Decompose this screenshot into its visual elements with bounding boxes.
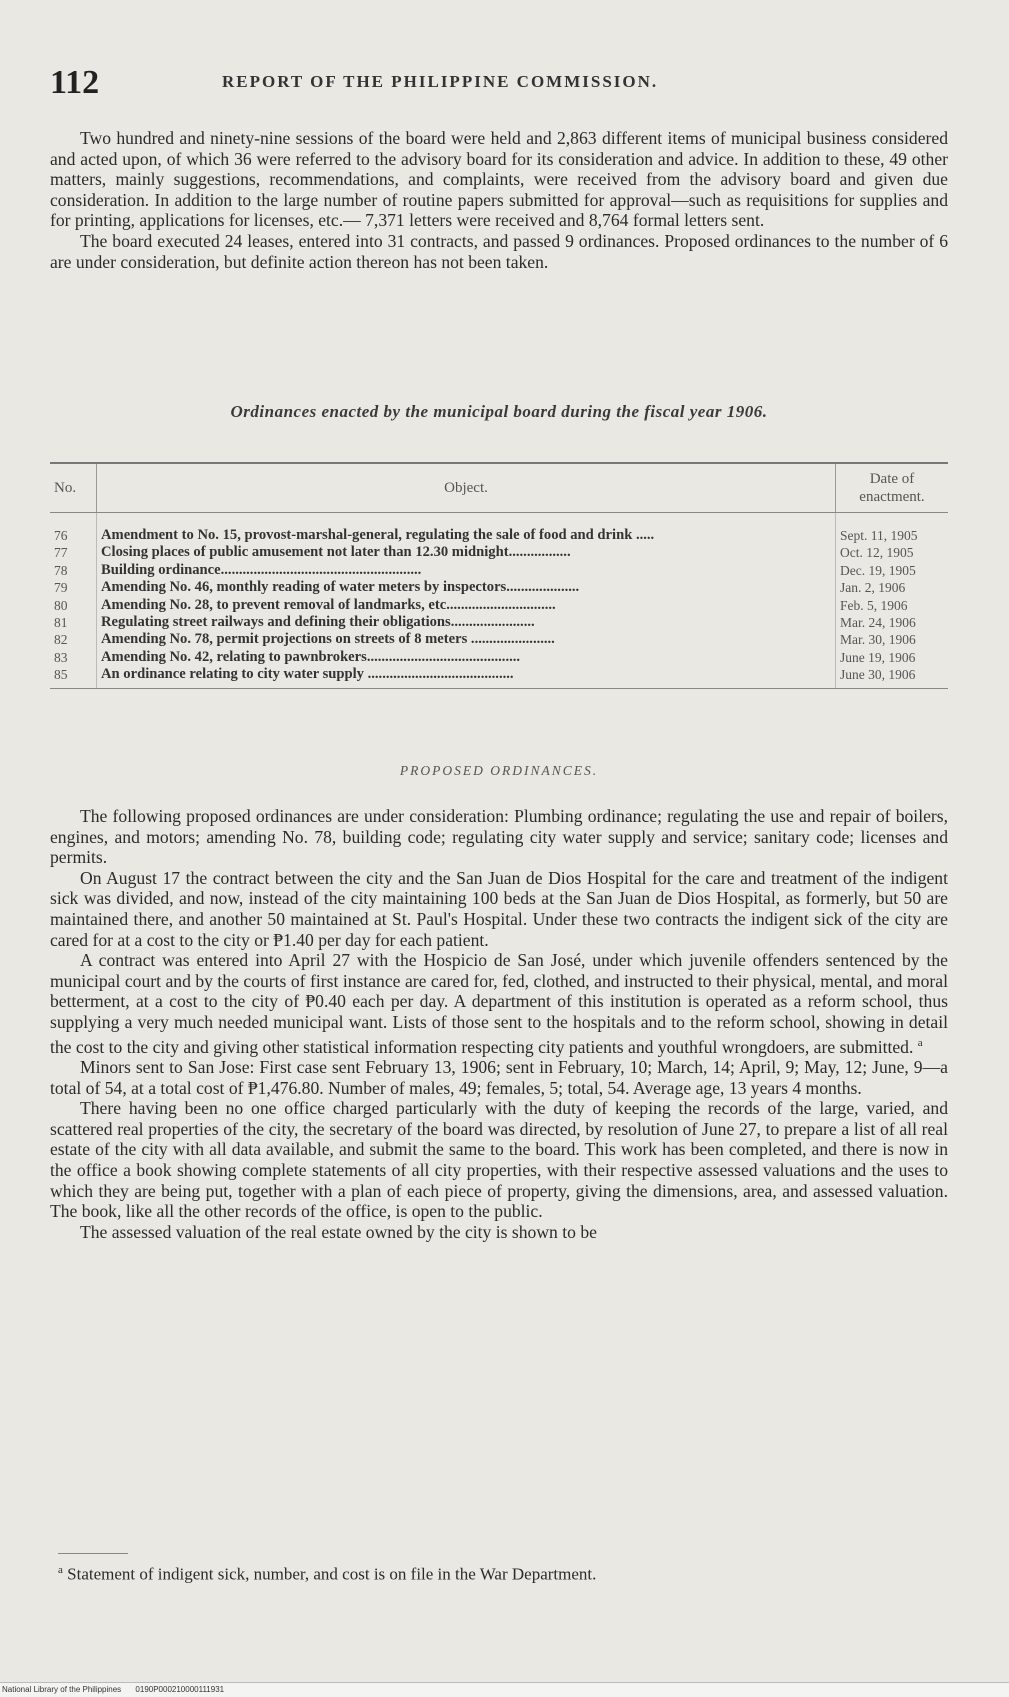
row-date: Sept. 11, 1905 [840,528,918,543]
row-object: An ordinance relating to city water supply ........................................ [97,666,836,688]
row-object: Amending No. 28, to prevent removal of landmarks, etc.............................. [97,597,836,614]
row-object: Closing places of public amusement not later than 12.30 midnight................. [97,544,836,561]
row-object: Regulating street railways and defining their obligations....................... [97,614,836,631]
footnote-marker: a [917,1036,923,1049]
row-date: Mar. 30, 1906 [840,632,916,648]
row-no: 85 [50,666,97,688]
row-no: 81 [50,614,97,631]
proposed-paragraph-2: On August 17 the contract between the city and the San Juan de Dios Hospital for the care and treatment of the indigent sick was divided, and now, instead of the city maintaining 100 beds at the San Juan de Dios Hospital, as formerly, but 50 are maintained there, and another 50 maintained at St. Paul's Hospital. Under these two contracts the indigent sick of the city are cared for at a cost to the city or ₱1.40 per day for each patient. [50,867,948,950]
table-row [50,649,948,666]
running-head: REPORT OF THE PHILIPPINE COMMISSION. [222,72,659,91]
row-object: Amending No. 42, relating to pawnbrokers.......................................... [97,649,836,666]
header-object: Object. [97,463,836,513]
intro-paragraph-1: Two hundred and ninety-nine sessions of the board were held and 2,863 different items of municipal business considered and acted upon, of which 36 were referred to the advisory board for its consideration and advice. In addition to these, 49 other matters, mainly suggestions, recommendations, and complaints, were received from the advisory board and given due consideration. In addition to the large number of routine papers submitted for approval—such as requisitions for supplies and for printing, applications for licenses, etc.— 7,371 letters were received and 8,764 formal letters sent. [50,128,948,231]
row-object: Amending No. 46, monthly reading of water meters by inspectors.................... [97,579,836,596]
row-no: 78 [50,562,97,579]
row-date: Mar. 24, 1906 [840,615,916,631]
table-spacer [50,513,948,528]
table-row [50,527,948,544]
footnote-text: Statement of indigent sick, number, and cost is on file in the War Department. [67,1564,597,1584]
table-header-row [50,463,948,513]
row-date: June 30, 1906 [836,666,949,688]
row-date: Dec. 19, 1905 [840,562,916,578]
header-no: No. [50,463,97,513]
proposed-paragraph-6: The assessed valuation of the real estate owned by the city is shown to be [80,1221,597,1242]
row-date: Feb. 5, 1906 [840,597,908,613]
scan-code: 0190P000210000111931 [135,1685,225,1694]
table-row [50,562,948,579]
proposed-paragraph-4: Minors sent to San Jose: First case sent February 13, 1906; sent in February, 10; March, 14; April, 9; May, 12; June, 9—a total of 54, at a total cost of ₱1,476.80. Number of males, 49; females, 5; total, 54. Average age, 13 years 4 months. [50,1056,948,1098]
header-date: Date of enactment. [836,463,949,513]
table-row [50,579,948,596]
proposed-paragraph-3 [50,950,948,1057]
row-no: 79 [50,579,97,596]
row-date: June 19, 1906 [840,649,916,665]
intro-paragraph-2: The board executed 24 leases, entered into 31 contracts, and passed 9 ordinances. Proposed ordinances to the number of 6 are under consideration, but definite action thereon has not been taken. [50,230,948,272]
footnote [58,1564,596,1585]
footnote-mark: a [58,1564,63,1576]
row-no: 82 [50,631,97,648]
row-date: Oct. 12, 1905 [840,545,914,561]
table-row [50,666,948,688]
library-label: National Library of the Philippines [2,1685,122,1694]
table-row [50,614,948,631]
row-no: 83 [50,649,97,666]
row-no: 80 [50,597,97,614]
table-row [50,597,948,614]
table-row [50,631,948,648]
proposed-text [50,806,948,1242]
proposed-paragraph-5: There having been no one office charged particularly with the duty of keeping the records of the large, varied, and scattered real properties of the city, the secretary of the board was directed, by resolution of June 27, to prepare a list of all real estate of the city with all data available, and submit the same to the board. This work has been completed, and there is now in the office a book showing complete statements of all city properties, with their respective assessed valuations and the uses to which they are being put, together with a plan of each piece of property, giving the dimensions, area, and assessed valuation. The book, like all the other records of the office, is open to the public. [50,1098,948,1222]
paragraph-3-text: A contract was entered into April 27 with the Hospicio de San José, under which juvenile offenders sentenced by the municipal court and by the courts of first instance are cared for, fed, clothed, and instructed to their physical, mental, and moral betterment, at a cost to the city of ₱0.40 each per day. A department of this institution is operated as a reform school, thus supplying a very much needed municipal want. Lists of those sent to the hospitals and to the reform school, showing in detail the cost to the city and giving other statistical information respecting city patients and youthful wrongdoers, are submitted. [50,950,948,1057]
footnote-rule [58,1553,128,1554]
table-caption: Ordinances enacted by the municipal board during the fiscal year 1906. [230,402,768,421]
row-object: Amendment to No. 15, provost-marshal-general, regulating the sale of food and drink ..... [97,527,836,544]
page-number: 112 [50,64,100,101]
section-heading: PROPOSED ORDINANCES. [399,763,599,778]
row-object: Building ordinance....................................................... [97,562,836,579]
row-no: 76 [50,527,97,544]
ordinances-table [50,462,948,689]
table-row [50,544,948,561]
row-no: 77 [50,544,97,561]
row-date: Jan. 2, 1906 [840,580,906,596]
scan-footer-bar [0,1682,1009,1697]
page-header [50,64,950,104]
proposed-paragraph-1: The following proposed ordinances are under consideration: Plumbing ordinance; regulating the use and repair of boilers, engines, and motors; amending No. 78, building code; regulating city water supply and service; sanitary code; licenses and permits. [50,806,948,868]
row-object: Amending No. 78, permit projections on streets of 8 meters ....................... [97,631,836,648]
intro-text [50,128,948,272]
